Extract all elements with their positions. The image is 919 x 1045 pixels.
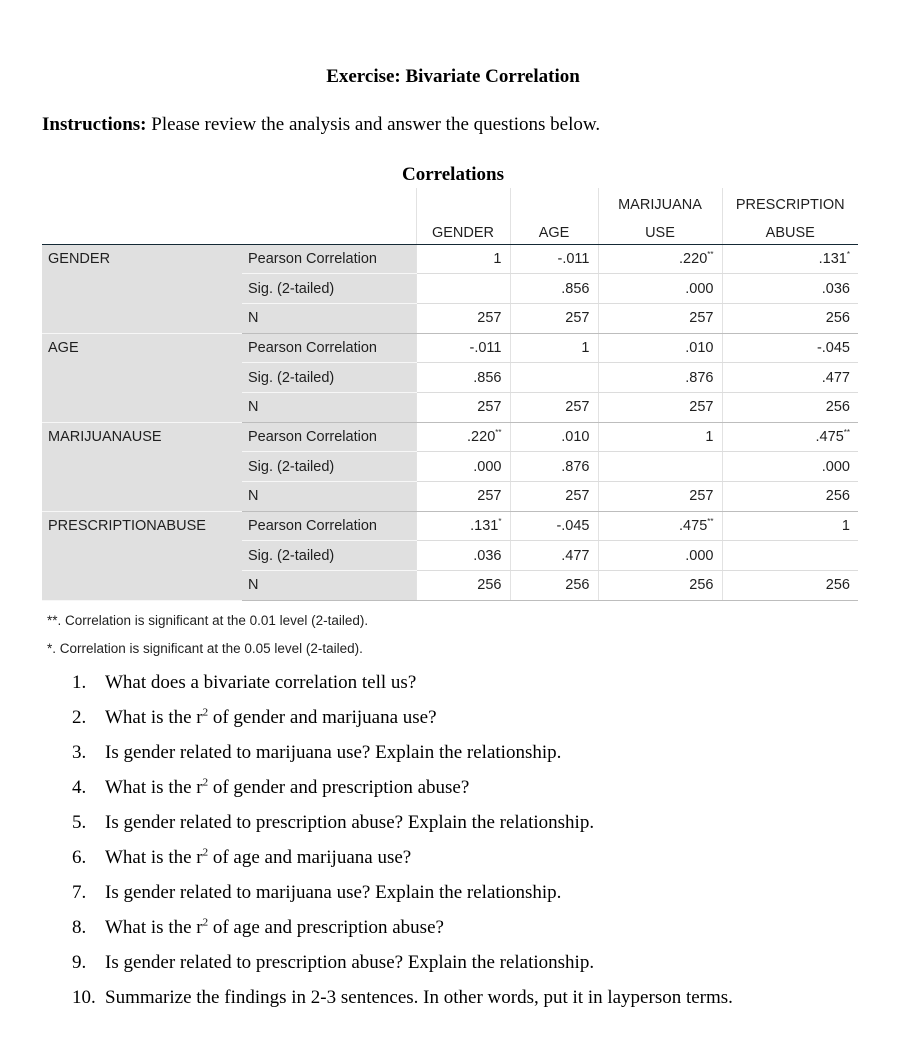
question-text: Is gender related to prescription abuse? Explain the relationship.	[105, 812, 595, 833]
column-header-line1: MARIJUANA	[598, 188, 722, 216]
instructions-text: Please review the analysis and answer the questions below.	[146, 114, 601, 135]
table-cell	[722, 274, 858, 304]
cell-value: 1	[705, 428, 714, 445]
statistic-label: Pearson Correlation	[242, 511, 416, 541]
statistic-label: N	[242, 482, 416, 512]
table-cell	[598, 452, 722, 482]
table-cell	[722, 511, 858, 541]
table-cell	[510, 244, 598, 274]
cell-value: 256	[825, 310, 850, 327]
table-row	[42, 422, 858, 452]
question-text: Is gender related to prescription abuse? Explain the relationship.	[105, 952, 595, 973]
statistic-label: N	[242, 392, 416, 422]
table-cell	[416, 541, 510, 571]
column-header-line2: ABUSE	[722, 216, 858, 244]
table-cell	[416, 422, 510, 452]
cell-value: 257	[477, 310, 502, 327]
header-corner	[42, 216, 242, 244]
table-cell	[510, 333, 598, 363]
cell-value: .876	[685, 369, 714, 386]
table-cell	[722, 303, 858, 333]
question-item	[72, 847, 733, 882]
statistic-label: Sig. (2-tailed)	[242, 274, 416, 304]
table-cell	[598, 303, 722, 333]
cell-value: .131	[818, 250, 847, 267]
table-cell	[722, 452, 858, 482]
table-cell	[510, 571, 598, 601]
question-number: 10.	[72, 987, 96, 1008]
question-item	[72, 812, 733, 847]
question-text: What is the r	[105, 777, 203, 798]
question-text: Is gender related to marijuana use? Explain the relationship.	[105, 742, 562, 763]
cell-value: 256	[825, 577, 850, 594]
question-text-continued: of gender and prescription abuse?	[208, 777, 470, 798]
table-cell	[598, 392, 722, 422]
cell-value: .036	[821, 280, 850, 297]
question-text-continued: of gender and marijuana use?	[208, 707, 437, 728]
question-number: 2.	[72, 707, 87, 728]
instructions	[42, 114, 600, 136]
table-cell	[510, 482, 598, 512]
cell-value: 256	[565, 577, 590, 594]
question-item	[72, 707, 733, 742]
table-cell	[598, 274, 722, 304]
table-cell	[510, 541, 598, 571]
table-cell	[598, 244, 722, 274]
row-group-label: GENDER	[42, 244, 242, 333]
question-item	[72, 952, 733, 987]
cell-value: -.045	[556, 518, 590, 535]
table-cell	[416, 511, 510, 541]
question-number: 9.	[72, 952, 87, 973]
statistic-label: Sig. (2-tailed)	[242, 363, 416, 393]
instructions-label: Instructions:	[42, 114, 147, 135]
statistic-label: Sig. (2-tailed)	[242, 452, 416, 482]
cell-value: 257	[565, 310, 590, 327]
table-cell	[598, 571, 722, 601]
table-cell	[510, 274, 598, 304]
question-text-continued: of age and marijuana use?	[208, 847, 412, 868]
column-header-line1	[416, 188, 510, 216]
footnote: *. Correlation is significant at the 0.05 level (2-tailed).	[47, 641, 363, 656]
cell-value: .000	[685, 280, 714, 297]
superscript: 2	[202, 776, 209, 789]
cell-value: .010	[561, 428, 590, 445]
table-cell	[416, 363, 510, 393]
column-header-line2: AGE	[510, 216, 598, 244]
table-row	[42, 511, 858, 541]
cell-value: -.045	[816, 339, 850, 356]
question-text: Is gender related to marijuana use? Explain the relationship.	[105, 882, 562, 903]
table-cell	[416, 571, 510, 601]
significance-marker: **	[707, 517, 714, 527]
statistic-label: Pearson Correlation	[242, 422, 416, 452]
question-number: 1.	[72, 672, 87, 693]
cell-value: 1	[581, 339, 590, 356]
cell-value: .000	[473, 458, 502, 475]
table-body	[42, 244, 858, 600]
column-header-line1	[510, 188, 598, 216]
table-cell	[416, 392, 510, 422]
row-group-label: AGE	[42, 333, 242, 422]
correlations-table	[42, 188, 858, 601]
table-cell	[510, 363, 598, 393]
question-item	[72, 987, 733, 1022]
row-group-label: PRESCRIPTIONABUSE	[42, 511, 242, 600]
significance-marker: *	[498, 517, 502, 527]
statistic-label: N	[242, 571, 416, 601]
table-cell	[416, 333, 510, 363]
superscript: 2	[202, 916, 209, 929]
question-text: What is the r	[105, 707, 203, 728]
cell-value: .000	[685, 547, 714, 564]
cell-value: .000	[821, 458, 850, 475]
significance-marker: **	[707, 250, 714, 260]
cell-value: .036	[473, 547, 502, 564]
table-cell	[510, 511, 598, 541]
cell-value: .876	[561, 458, 590, 475]
header-corner-stat	[242, 188, 416, 216]
cell-value: .477	[561, 547, 590, 564]
question-text: What does a bivariate correlation tell us?	[105, 672, 417, 693]
cell-value: 257	[477, 488, 502, 505]
question-text: Summarize the findings in 2-3 sentences. In other words, put it in layperson terms.	[105, 987, 733, 1008]
cell-value: 257	[689, 488, 714, 505]
table-cell	[416, 482, 510, 512]
table-cell	[416, 244, 510, 274]
table-cell	[598, 333, 722, 363]
question-item	[72, 742, 733, 777]
cell-value: 1	[841, 518, 850, 535]
table-cell	[416, 303, 510, 333]
table-cell	[722, 363, 858, 393]
question-text: What is the r	[105, 847, 203, 868]
table-row	[42, 244, 858, 274]
table-cell	[598, 541, 722, 571]
table-cell	[598, 363, 722, 393]
table-cell	[722, 482, 858, 512]
superscript: 2	[202, 706, 209, 719]
cell-value: .856	[473, 369, 502, 386]
table-cell	[416, 274, 510, 304]
statistic-label: Sig. (2-tailed)	[242, 541, 416, 571]
question-item	[72, 777, 733, 812]
table-cell	[510, 303, 598, 333]
cell-value: 256	[825, 399, 850, 416]
cell-value: .220	[679, 250, 708, 267]
cell-value: .475	[679, 518, 708, 535]
question-number: 3.	[72, 742, 87, 763]
cell-value: 256	[477, 577, 502, 594]
table-title: Correlations	[401, 164, 505, 185]
cell-value: .475	[815, 428, 844, 445]
table-cell	[416, 452, 510, 482]
cell-value: 1	[493, 250, 502, 267]
question-list	[72, 672, 733, 1022]
cell-value: 257	[689, 399, 714, 416]
table-cell	[722, 422, 858, 452]
table-cell	[722, 541, 858, 571]
table-cell	[510, 392, 598, 422]
cell-value: 257	[565, 488, 590, 505]
statistic-label: Pearson Correlation	[242, 333, 416, 363]
question-number: 4.	[72, 777, 87, 798]
cell-value: -.011	[469, 339, 502, 356]
cell-value: .010	[685, 339, 714, 356]
cell-value: 256	[825, 488, 850, 505]
header-corner-stat	[242, 216, 416, 244]
column-header-line1: PRESCRIPTION	[722, 188, 858, 216]
table-cell	[510, 452, 598, 482]
table-cell	[722, 333, 858, 363]
table-header	[42, 188, 858, 244]
question-text-continued: of age and prescription abuse?	[208, 917, 444, 938]
cell-value: 256	[689, 577, 714, 594]
statistic-label: N	[242, 303, 416, 333]
question-number: 7.	[72, 882, 87, 903]
significance-marker: **	[843, 428, 850, 438]
question-item	[72, 917, 733, 952]
cell-value: 257	[689, 310, 714, 327]
table-footnotes	[47, 612, 368, 668]
header-corner	[42, 188, 242, 216]
footnote: **. Correlation is significant at the 0.01 level (2-tailed).	[47, 613, 369, 628]
question-number: 6.	[72, 847, 87, 868]
superscript: 2	[202, 846, 209, 859]
row-group-label: MARIJUANAUSE	[42, 422, 242, 511]
cell-value: .220	[467, 428, 496, 445]
table-cell	[598, 422, 722, 452]
cell-value: -.011	[557, 250, 590, 267]
significance-marker: **	[495, 428, 502, 438]
cell-value: .477	[821, 369, 850, 386]
statistic-label: Pearson Correlation	[242, 244, 416, 274]
table-row	[42, 333, 858, 363]
table-cell	[598, 511, 722, 541]
question-number: 8.	[72, 917, 87, 938]
question-text: What is the r	[105, 917, 203, 938]
cell-value: 257	[477, 399, 502, 416]
table-cell	[598, 482, 722, 512]
question-number: 5.	[72, 812, 87, 833]
cell-value: 257	[565, 399, 590, 416]
question-item	[72, 672, 733, 707]
significance-marker: *	[846, 250, 850, 260]
cell-value: .856	[561, 280, 590, 297]
table-cell	[722, 392, 858, 422]
cell-value: .131	[470, 518, 499, 535]
question-item	[72, 882, 733, 917]
table-cell	[722, 244, 858, 274]
column-header-line2: USE	[598, 216, 722, 244]
table-cell	[722, 571, 858, 601]
document-title: Exercise: Bivariate Correlation	[326, 66, 580, 87]
column-header-line2: GENDER	[416, 216, 510, 244]
table-cell	[510, 422, 598, 452]
